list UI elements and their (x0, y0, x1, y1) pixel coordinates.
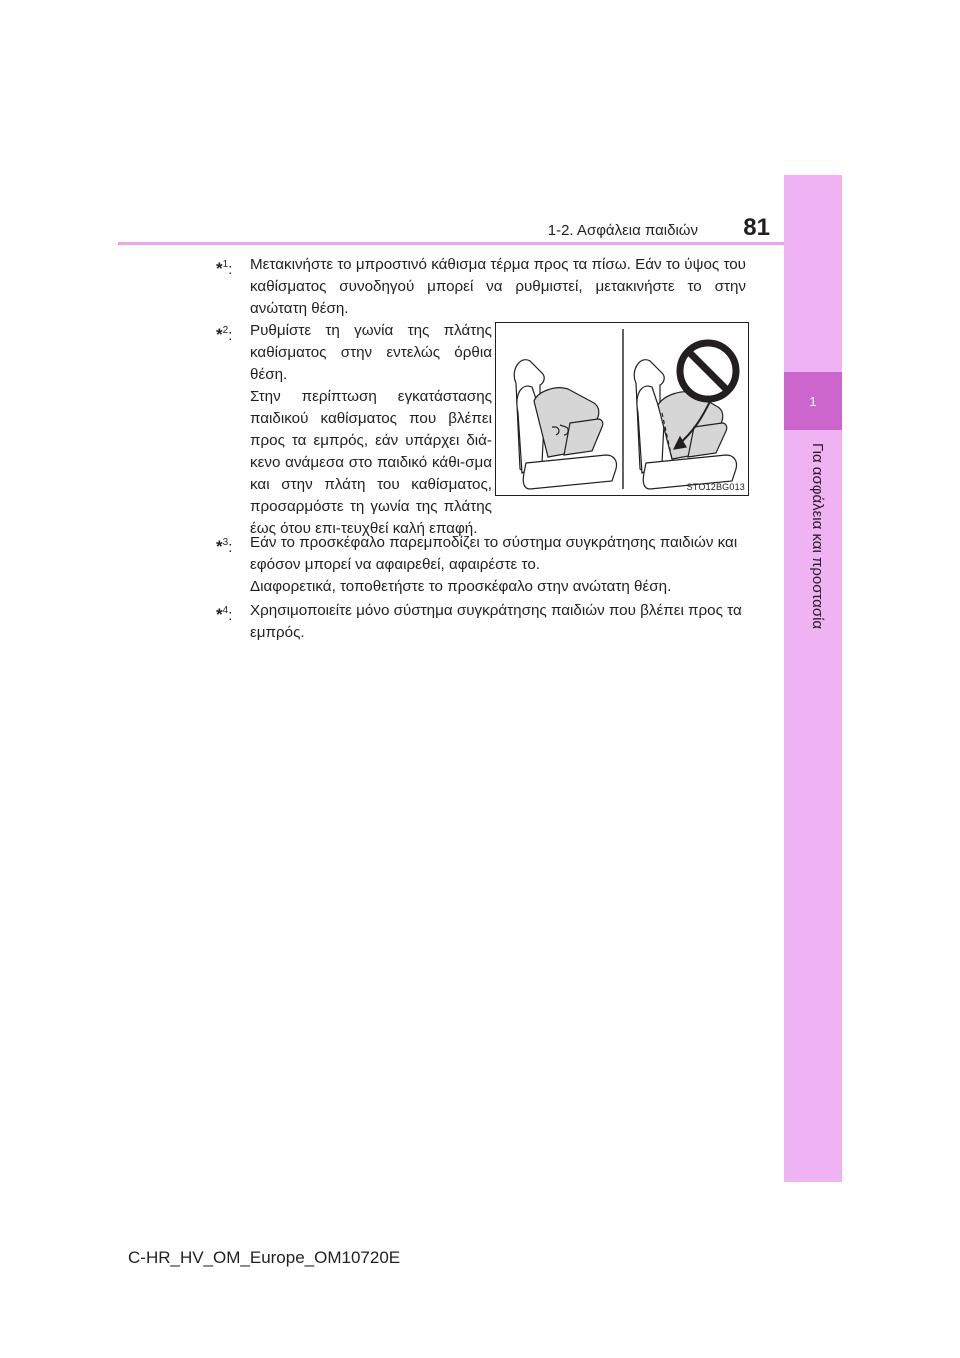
chapter-title: Για ασφάλεια και προστασία (809, 443, 826, 630)
seat-drawing (496, 323, 748, 495)
footnote-text: Χρησιμοποιείτε μόνο σύστημα συγκράτησης παιδιών που βλέπει προς τα εμπρός. (250, 602, 742, 641)
footnote-2 (216, 320, 492, 537)
footnote-text: Ρυθμίστε τη γωνία της πλάτης καθίσματος στην εντελώς όρθια θέση. Στην περίπτωση εγκατάστασης παιδικού καθίσματος που βλέπει προς τα εμπρός, εάν υπάρχει διά-κενο ανάμεσα στο παιδικό κάθι-σμα και στην πλάτη του καθίσματος, προσαρμόστε τη γωνία της πλάτης έως ότου επι-τευχθεί καλή επαφή. (250, 322, 492, 537)
footnote-marker: *$^2$: (216, 325, 233, 344)
footnote-marker: *$^4$: (216, 605, 233, 624)
page-number: 81 (743, 214, 770, 241)
footnote-marker: *$^3$: (216, 537, 233, 556)
chapter-side-tab (784, 175, 842, 1182)
footnote-marker: *$^1$: (216, 259, 233, 278)
footnote-text: Μετακινήστε το μπροστινό κάθισμα τέρμα προς τα πίσω. Εάν το ύψος του καθίσματος συνοδηγού μπορεί να ρυθμιστεί, μετακινήστε το στην ανώτατη θέση. (250, 256, 746, 317)
footnote-1 (216, 254, 746, 320)
seat-illustration (495, 322, 749, 496)
header-divider (118, 242, 784, 245)
chapter-number: 1 (809, 393, 817, 409)
prohibition-icon (680, 343, 736, 399)
section-title: 1-2. Ασφάλεια παιδιών (547, 222, 698, 239)
footnote-4 (216, 600, 746, 644)
footnote-3 (216, 532, 746, 598)
figure-code: STO12BG013 (686, 482, 745, 492)
document-id: C-HR_HV_OM_Europe_OM10720E (128, 1248, 401, 1267)
footnote-text: Εάν το προσκέφαλο παρεμποδίζει το σύστημα συγκράτησης παιδιών και εφόσον μπορεί να αφαιρεθεί, αφαιρέστε το. Διαφορετικά, τοποθετήστε το προσκέφαλο στην ανώτατη θέση. (250, 534, 738, 595)
